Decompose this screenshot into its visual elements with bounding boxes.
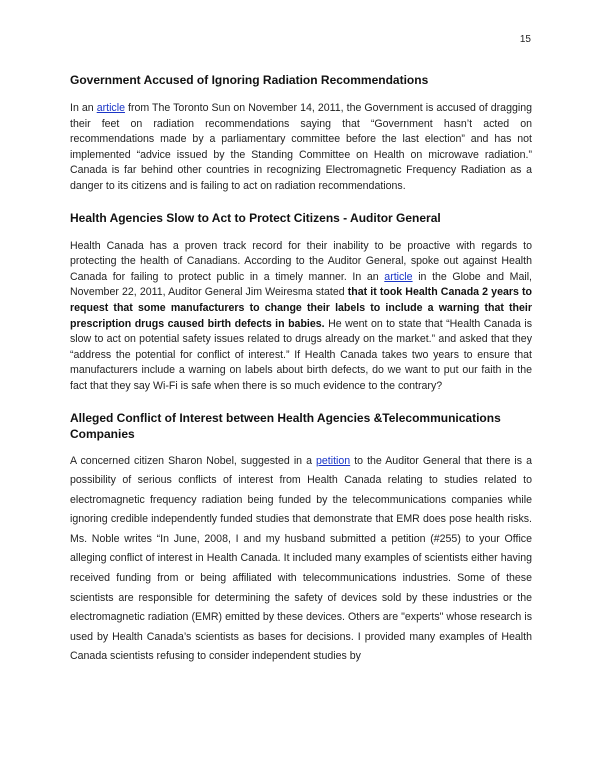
section-paragraph bbox=[70, 101, 532, 195]
text-run: In an bbox=[70, 102, 97, 114]
page-number: 15 bbox=[519, 34, 531, 45]
page-content bbox=[70, 72, 532, 667]
text-run: from The Toronto Sun on November 14, 2011, the Government is accused of dragging their feet on radiation recommendations saying that “Government hasn’t acted on recommendations made by a parliamentary committee before the last election” and has not implemented “advice issued by the Standing Committee on Health on microwave radiation.” Canada is far behind other countries in recognizing Electromagnetic Frequency Radiation as a danger to its citizens and is failing to act on radiation recommendations. bbox=[70, 102, 532, 192]
section-heading: Government Accused of Ignoring Radiation Recommendations bbox=[70, 73, 429, 87]
section-heading: Health Agencies Slow to Act to Protect Citizens - Auditor General bbox=[70, 210, 441, 225]
text-run: A concerned citizen Sharon Nobel, suggested in a bbox=[70, 454, 317, 467]
article-link[interactable]: article bbox=[384, 270, 413, 283]
text-run: Health Canada has a proven track record for their inability to be proactive with regards to protecting the health of Canadians. According to the Auditor General, spoke out against Health Canada for failing to protect public in a timely manner. In an bbox=[70, 239, 532, 283]
text-run: in the Globe and Mail, November 22, 2011, Auditor General Jim Weiresma stated bbox=[70, 270, 532, 299]
petition-link[interactable]: petition bbox=[316, 454, 351, 467]
bold-text-run: that it took Health Canada 2 years to request that some manufacturers to change their labels to include a warning that their prescription drugs caused birth defects in babies. bbox=[70, 286, 532, 330]
article-link[interactable]: article bbox=[96, 102, 125, 114]
section-radiation-recommendations bbox=[70, 72, 532, 195]
section-paragraph bbox=[70, 452, 532, 668]
section-conflict-of-interest bbox=[70, 410, 532, 668]
text-run: to the Auditor General that there is a possibility of serious conflicts of interest from Health Canada relating to studies related to electromagnetic frequency radiation being funded by the telecommunications companies while ignoring credible independently funded studies that demonstrate that EMR does pose health risks. Ms. Noble writes “In June, 2008, I and my husband submitted a petition (#255) to your Office alleging conflict of interest in Health Canada. It included many examples of scientists either having received funding from or being affiliated with telecommunications industries. Some of these scientists are responsible for determining the safety of devices sold by these industries or the electromagnetic radiation (EMR) emitted by these devices. Others are "experts" whose research is used by Health Canada’s scientists as bases for decisions. I provided many examples of Health Canada scientists refusing to consider independent studies by bbox=[70, 454, 532, 663]
section-heading: Alleged Conflict of Interest between Health Agencies &Telecommunications Companies bbox=[70, 410, 501, 441]
section-paragraph bbox=[70, 239, 532, 395]
text-run: He went on to state that “Health Canada is slow to act on potential safety issues related to drugs already on the market.” and asked that they “address the potential for conflict of interest.” If Health Canada takes two years to ensure that manufacturers include a warning on labels about birth defects, do we want to put our faith in the fact that they say Wi-Fi is safe when there is so much evidence to the contrary? bbox=[70, 317, 532, 392]
section-health-agencies-slow bbox=[70, 210, 532, 395]
